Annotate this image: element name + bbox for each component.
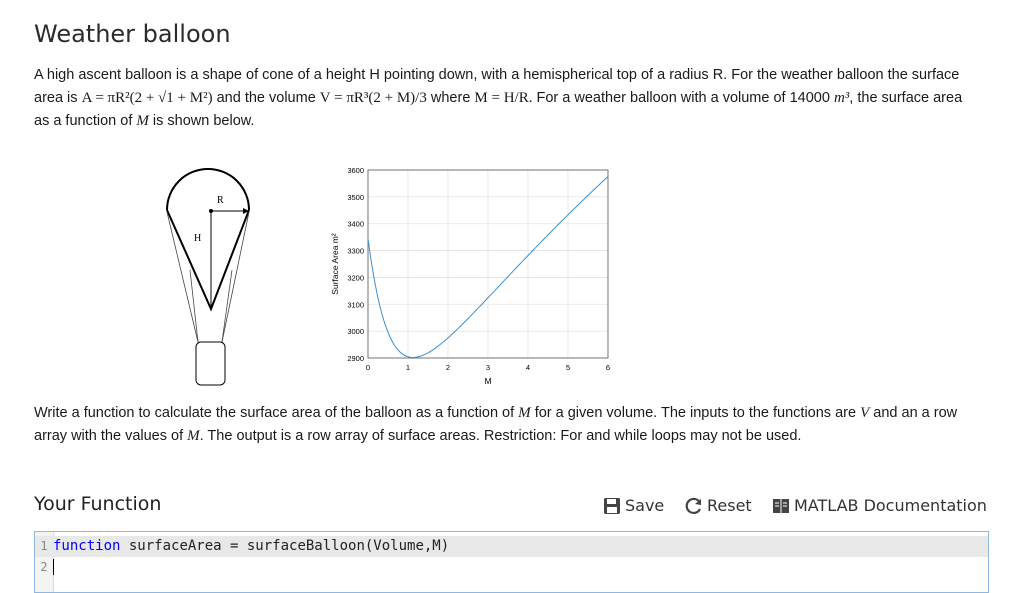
y-axis-label: Surface Area m²	[330, 233, 340, 295]
text-cursor	[53, 559, 54, 575]
y-tick-label: 3600	[347, 166, 364, 175]
task-text-d: . The output is a row array of surface areas. Restriction: For and while loops may not be used.	[199, 428, 802, 444]
your-function-heading: Your Function	[34, 493, 162, 515]
desc-text-d: For a weather balloon with a volume of 14000	[532, 90, 834, 106]
label-h: H	[194, 233, 202, 244]
task-var-m1: M	[518, 405, 531, 421]
task-var-v: V	[860, 405, 870, 421]
area-equation: A = πR²(2 + √1 + M²)	[81, 90, 213, 106]
x-tick-label: 2	[445, 363, 451, 372]
task-text-b: for a given volume. The inputs to the functions are	[530, 405, 861, 421]
x-axis-label: M	[484, 376, 492, 386]
task-var-m2: M	[187, 428, 200, 444]
volume-unit: m³	[833, 90, 850, 106]
function-signature: surfaceArea = surfaceBalloon(Volume,M)	[120, 538, 450, 554]
keyword-function: function	[53, 538, 121, 554]
x-tick-label: 6	[605, 363, 611, 372]
desc-text-b: and the volume	[212, 90, 320, 106]
label-r: R	[217, 195, 224, 206]
code-line-2[interactable]	[35, 557, 988, 578]
x-tick-label: 4	[525, 363, 531, 372]
y-tick-label: 3400	[347, 219, 364, 229]
save-icon	[603, 497, 621, 515]
reset-label: Reset	[707, 496, 752, 515]
surface-area-chart	[320, 160, 620, 390]
line-number-1: 1	[40, 539, 48, 553]
y-tick-label: 3100	[347, 300, 364, 310]
y-tick-label: 3200	[347, 273, 364, 283]
balloon-diagram	[160, 160, 260, 390]
matlab-docs-button[interactable]	[772, 496, 987, 515]
desc-text-a: A high ascent balloon is a shape of cone of a height H pointing down, with a hemispherical top of a radius R. For the weather balloon the surface area is	[34, 67, 960, 106]
desc-text-f: is shown below.	[148, 113, 255, 129]
y-tick-label: 2900	[347, 354, 364, 363]
x-tick-label: 1	[405, 363, 411, 372]
chart-grid	[368, 170, 608, 358]
docs-label: MATLAB Documentation	[794, 496, 987, 515]
task-text-a: Write a function to calculate the surface area of the balloon as a function of	[34, 405, 519, 421]
reset-button[interactable]	[685, 496, 752, 515]
code-line-1[interactable]	[35, 536, 988, 557]
task-text-c: and an a row array with the values of	[34, 405, 958, 444]
page-title: Weather balloon	[34, 20, 231, 48]
volume-equation: V = πR³(2 + M)/3	[319, 90, 427, 106]
task-description	[34, 402, 974, 448]
problem-description	[34, 64, 974, 133]
save-label: Save	[625, 496, 665, 515]
reset-icon	[685, 497, 703, 515]
desc-text-c: where	[426, 90, 475, 106]
y-tick-label: 3500	[347, 192, 364, 202]
book-icon	[772, 497, 790, 515]
x-tick-label: 5	[565, 363, 571, 372]
desc-text-e: , the surface area as a function of	[34, 90, 963, 129]
m-equation: M = H/R.	[474, 90, 533, 106]
x-tick-label: 0	[365, 363, 371, 372]
line-number-2: 2	[40, 560, 48, 574]
y-tick-label: 3300	[347, 246, 364, 256]
var-m: M	[136, 113, 149, 129]
x-tick-label: 3	[485, 363, 491, 372]
save-button[interactable]	[603, 496, 664, 515]
y-tick-label: 3000	[347, 327, 364, 337]
